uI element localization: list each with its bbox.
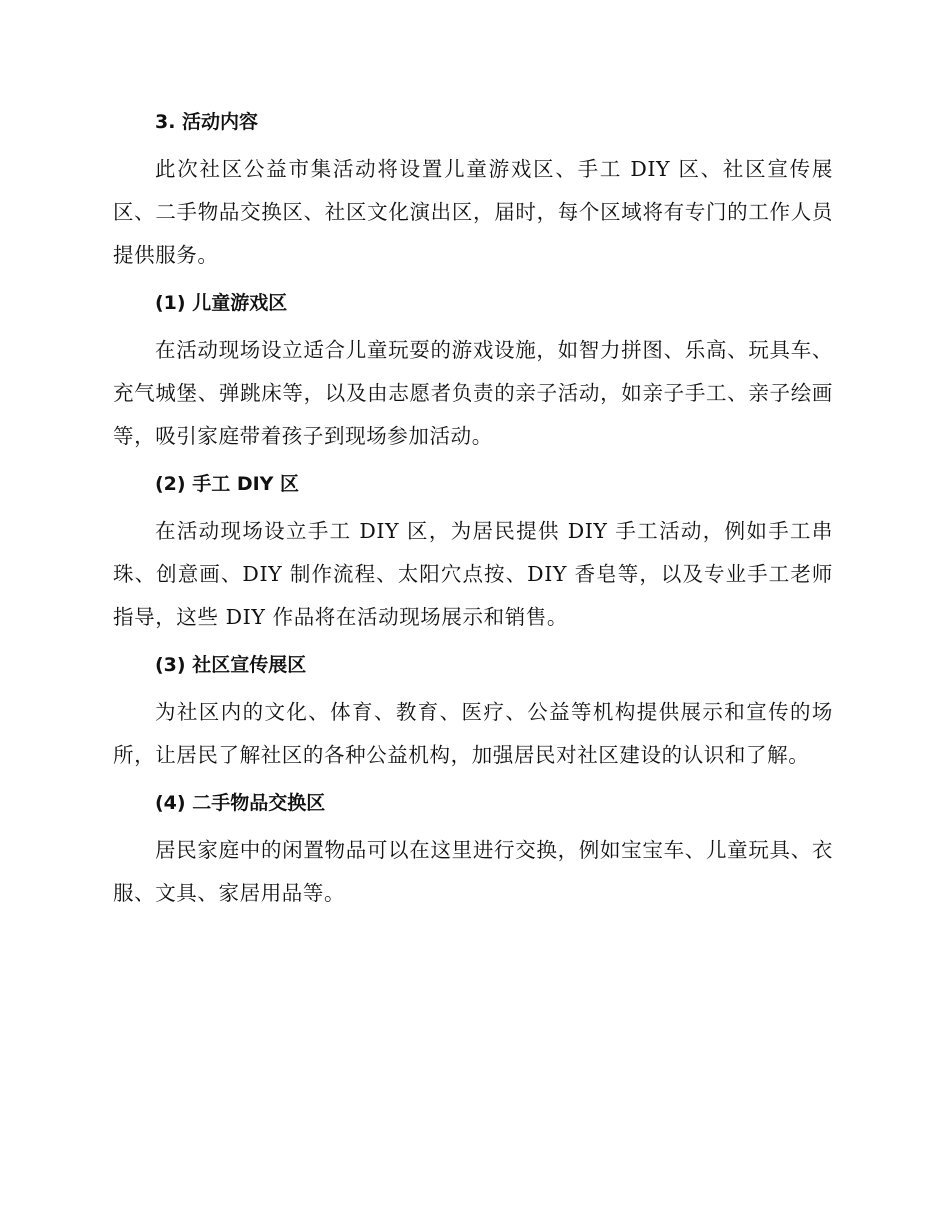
document-body <box>113 108 833 915</box>
section-heading: (3) 社区宣传展区 <box>155 654 307 676</box>
section-paragraph: 在活动现场设立手工 DIY 区，为居民提供 DIY 手工活动，例如手工串珠、创意画、DIY 制作流程、太阳穴点按、DIY 香皂等，以及专业手工老师指导，这些 DIY 作品将在活动现场展示和销售。 <box>113 519 833 629</box>
section-paragraph: 为社区内的文化、体育、教育、医疗、公益等机构提供展示和宣传的场所，让居民了解社区的各种公益机构，加强居民对社区建设的认识和了解。 <box>113 700 833 767</box>
section-heading: 3. 活动内容 <box>155 111 259 133</box>
section-heading: (1) 儿童游戏区 <box>155 292 288 314</box>
section-paragraph: 在活动现场设立适合儿童玩耍的游戏设施，如智力拼图、乐高、玩具车、充气城堡、弹跳床等，以及由志愿者负责的亲子活动，如亲子手工、亲子绘画等，吸引家庭带着孩子到现场参加活动。 <box>113 338 833 448</box>
section-paragraph: 居民家庭中的闲置物品可以在这里进行交换，例如宝宝车、儿童玩具、衣服、文具、家居用品等。 <box>113 838 833 905</box>
section-paragraph: 此次社区公益市集活动将设置儿童游戏区、手工 DIY 区、社区宣传展区、二手物品交换区、社区文化演出区，届时，每个区域将有专门的工作人员提供服务。 <box>113 157 833 267</box>
section-heading: (2) 手工 DIY 区 <box>155 473 300 495</box>
section-heading: (4) 二手物品交换区 <box>155 792 326 814</box>
